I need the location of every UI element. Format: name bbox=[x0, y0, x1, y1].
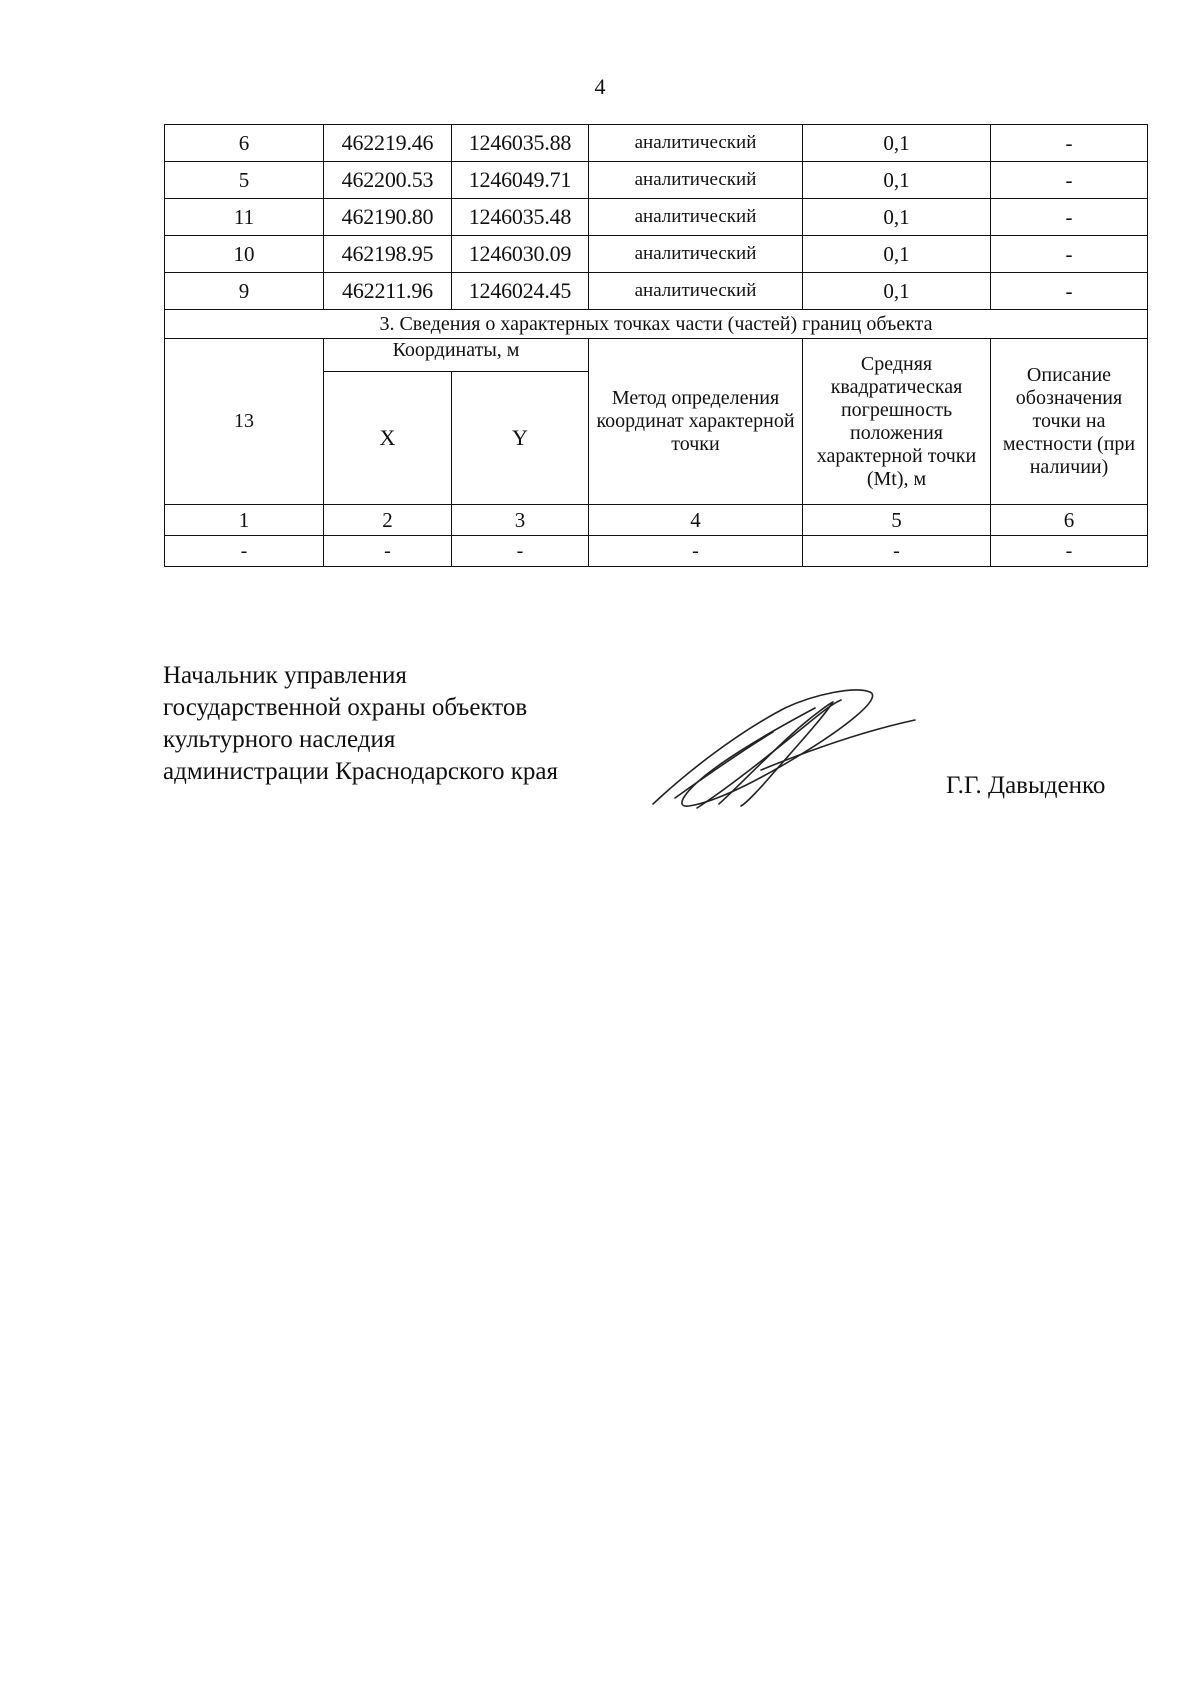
empty-cell: - bbox=[803, 536, 991, 567]
empty-cell: - bbox=[165, 536, 324, 567]
signer-name: Г.Г. Давыденко bbox=[946, 772, 1106, 799]
signatory-title bbox=[163, 660, 558, 788]
method-header: Метод определения координат характерной точки bbox=[589, 339, 803, 505]
method: аналитический bbox=[589, 162, 803, 199]
point-number: 10 bbox=[165, 236, 324, 273]
empty-cell: - bbox=[991, 536, 1148, 567]
coord-x: 462219.46 bbox=[324, 125, 452, 162]
signatory-title-line: Начальник управления bbox=[163, 662, 407, 689]
mt-value: 0,1 bbox=[803, 199, 991, 236]
handwritten-signature bbox=[645, 686, 935, 816]
coord-x: 462198.95 bbox=[324, 236, 452, 273]
mt-header: Средняя квадратическая погрешность положения характерной точки (Mt), м bbox=[803, 339, 991, 505]
point-number: 6 bbox=[165, 125, 324, 162]
column-number: 4 bbox=[589, 505, 803, 536]
empty-cell: - bbox=[452, 536, 589, 567]
description: - bbox=[991, 236, 1148, 273]
table-row bbox=[165, 236, 1148, 273]
column-numbers-row bbox=[165, 505, 1148, 536]
table-row bbox=[165, 273, 1148, 310]
method: аналитический bbox=[589, 273, 803, 310]
method: аналитический bbox=[589, 125, 803, 162]
mt-value: 0,1 bbox=[803, 236, 991, 273]
coord-y: 1246049.71 bbox=[452, 162, 589, 199]
description: - bbox=[991, 199, 1148, 236]
coordinates-table bbox=[164, 124, 1148, 567]
table-row bbox=[165, 125, 1148, 162]
mt-value: 0,1 bbox=[803, 273, 991, 310]
coord-y: 1246035.88 bbox=[452, 125, 589, 162]
empty-cell: - bbox=[324, 536, 452, 567]
header-row bbox=[165, 339, 1148, 372]
method: аналитический bbox=[589, 199, 803, 236]
mt-value: 0,1 bbox=[803, 162, 991, 199]
column-number: 3 bbox=[452, 505, 589, 536]
coords-header: Координаты, м bbox=[324, 339, 589, 372]
column-number: 2 bbox=[324, 505, 452, 536]
coord-y: 1246030.09 bbox=[452, 236, 589, 273]
section-title-row bbox=[165, 310, 1148, 339]
y-header: Y bbox=[452, 372, 589, 505]
mt-value: 0,1 bbox=[803, 125, 991, 162]
description: - bbox=[991, 273, 1148, 310]
signatory-title-line: культурного наследия bbox=[163, 726, 396, 753]
coord-x: 462211.96 bbox=[324, 273, 452, 310]
coord-x: 462190.80 bbox=[324, 199, 452, 236]
point-number: 9 bbox=[165, 273, 324, 310]
coord-x: 462200.53 bbox=[324, 162, 452, 199]
x-header: X bbox=[324, 372, 452, 505]
point-number: 5 bbox=[165, 162, 324, 199]
coord-y: 1246035.48 bbox=[452, 199, 589, 236]
coord-y: 1246024.45 bbox=[452, 273, 589, 310]
section-title: 3. Сведения о характерных точках части (частей) границ объекта bbox=[165, 310, 1148, 339]
description: - bbox=[991, 162, 1148, 199]
point-number: 11 bbox=[165, 199, 324, 236]
point-label: 13 bbox=[165, 339, 324, 505]
signatory-title-line: государственной охраны объектов bbox=[163, 694, 528, 721]
table-row bbox=[165, 162, 1148, 199]
table-row bbox=[165, 199, 1148, 236]
method: аналитический bbox=[589, 236, 803, 273]
table-row bbox=[165, 536, 1148, 567]
column-number: 5 bbox=[803, 505, 991, 536]
empty-cell: - bbox=[589, 536, 803, 567]
column-number: 1 bbox=[165, 505, 324, 536]
description: - bbox=[991, 125, 1148, 162]
desc-header: Описание обозначения точки на местности (при наличии) bbox=[991, 339, 1148, 505]
column-number: 6 bbox=[991, 505, 1148, 536]
page-number: 4 bbox=[594, 74, 606, 99]
signatory-title-line: администрации Краснодарского края bbox=[163, 758, 559, 785]
